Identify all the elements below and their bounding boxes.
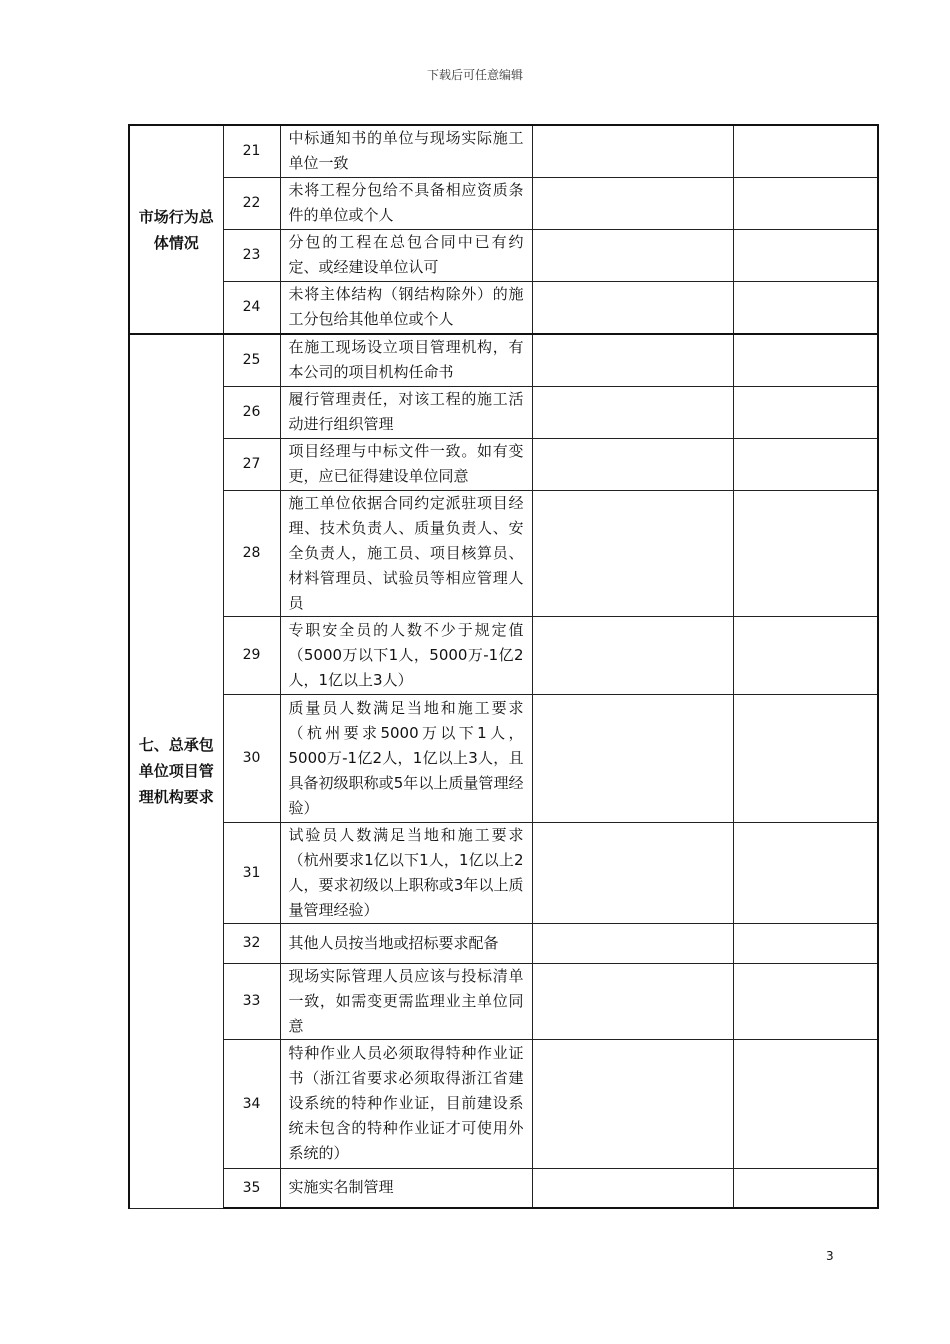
blank-cell — [532, 963, 733, 1039]
item-text: 特种作业人员必须取得特种作业证书（浙江省要求必须取得浙江省建设系统的特种作业证，目前建设系统未包含的特种作业证才可使用外系统的） — [280, 1039, 532, 1168]
table-row — [129, 1039, 878, 1168]
blank-cell — [532, 386, 733, 438]
item-number: 23 — [223, 229, 280, 281]
item-text: 履行管理责任，对该工程的施工活动进行组织管理 — [280, 386, 532, 438]
item-number: 21 — [223, 125, 280, 177]
table-row — [129, 386, 878, 438]
blank-cell — [733, 229, 878, 281]
category-cell: 七、总承包单位项目管理机构要求 — [129, 334, 223, 1208]
item-text: 未将工程分包给不具备相应资质条件的单位或个人 — [280, 177, 532, 229]
blank-cell — [733, 386, 878, 438]
page-header: 下载后可任意编辑 — [426, 68, 523, 82]
blank-cell — [733, 490, 878, 616]
table-row — [129, 438, 878, 490]
inspection-table — [128, 124, 879, 1209]
item-number: 26 — [223, 386, 280, 438]
blank-cell — [532, 923, 733, 963]
table-row — [129, 125, 878, 177]
item-text: 中标通知书的单位与现场实际施工单位一致 — [280, 125, 532, 177]
blank-cell — [733, 1168, 878, 1208]
table-row — [129, 822, 878, 923]
blank-cell — [733, 281, 878, 334]
item-text: 试验员人数满足当地和施工要求（杭州要求1亿以下1人，1亿以上2人，要求初级以上职称或3年以上质量管理经验） — [280, 822, 532, 923]
blank-cell — [733, 616, 878, 694]
item-text: 项目经理与中标文件一致。如有变更，应已征得建设单位同意 — [280, 438, 532, 490]
blank-cell — [532, 616, 733, 694]
blank-cell — [733, 923, 878, 963]
item-text: 专职安全员的人数不少于规定值（5000万以下1人，5000万-1亿2人，1亿以上3人） — [280, 616, 532, 694]
item-text: 实施实名制管理 — [280, 1168, 532, 1208]
blank-cell — [733, 125, 878, 177]
blank-cell — [532, 281, 733, 334]
item-number: 35 — [223, 1168, 280, 1208]
blank-cell — [733, 822, 878, 923]
blank-cell — [532, 438, 733, 490]
blank-cell — [733, 438, 878, 490]
item-text: 现场实际管理人员应该与投标清单一致，如需变更需监理业主单位同意 — [280, 963, 532, 1039]
table-row — [129, 1168, 878, 1208]
blank-cell — [532, 1039, 733, 1168]
item-text: 未将主体结构（钢结构除外）的施工分包给其他单位或个人 — [280, 281, 532, 334]
item-number: 30 — [223, 694, 280, 822]
category-cell: 市场行为总体情况 — [129, 125, 223, 334]
table-row — [129, 616, 878, 694]
item-number: 29 — [223, 616, 280, 694]
blank-cell — [733, 963, 878, 1039]
item-number: 34 — [223, 1039, 280, 1168]
blank-cell — [733, 1039, 878, 1168]
item-number: 28 — [223, 490, 280, 616]
table-row — [129, 923, 878, 963]
item-text: 其他人员按当地或招标要求配备 — [280, 923, 532, 963]
blank-cell — [532, 822, 733, 923]
item-text: 施工单位依据合同约定派驻项目经理、技术负责人、质量负责人、安全负责人，施工员、项目核算员、材料管理员、试验员等相应管理人员 — [280, 490, 532, 616]
item-text: 在施工现场设立项目管理机构，有本公司的项目机构任命书 — [280, 334, 532, 386]
item-number: 31 — [223, 822, 280, 923]
table-row — [129, 334, 878, 386]
blank-cell — [532, 694, 733, 822]
item-text: 质量员人数满足当地和施工要求（杭州要求5000万以下1人，5000万-1亿2人，1亿以上3人，且具备初级职称或5年以上质量管理经验） — [280, 694, 532, 822]
blank-cell — [733, 177, 878, 229]
item-number: 22 — [223, 177, 280, 229]
blank-cell — [532, 334, 733, 386]
blank-cell — [733, 334, 878, 386]
item-number: 33 — [223, 963, 280, 1039]
table-row — [129, 229, 878, 281]
page-number: 3 — [826, 1249, 834, 1263]
table-row — [129, 963, 878, 1039]
table-row — [129, 490, 878, 616]
table-row — [129, 281, 878, 334]
table-row — [129, 694, 878, 822]
item-text: 分包的工程在总包合同中已有约定、或经建设单位认可 — [280, 229, 532, 281]
item-number: 25 — [223, 334, 280, 386]
item-number: 27 — [223, 438, 280, 490]
blank-cell — [733, 694, 878, 822]
blank-cell — [532, 1168, 733, 1208]
table-row — [129, 177, 878, 229]
blank-cell — [532, 177, 733, 229]
item-number: 24 — [223, 281, 280, 334]
blank-cell — [532, 490, 733, 616]
blank-cell — [532, 229, 733, 281]
blank-cell — [532, 125, 733, 177]
item-number: 32 — [223, 923, 280, 963]
